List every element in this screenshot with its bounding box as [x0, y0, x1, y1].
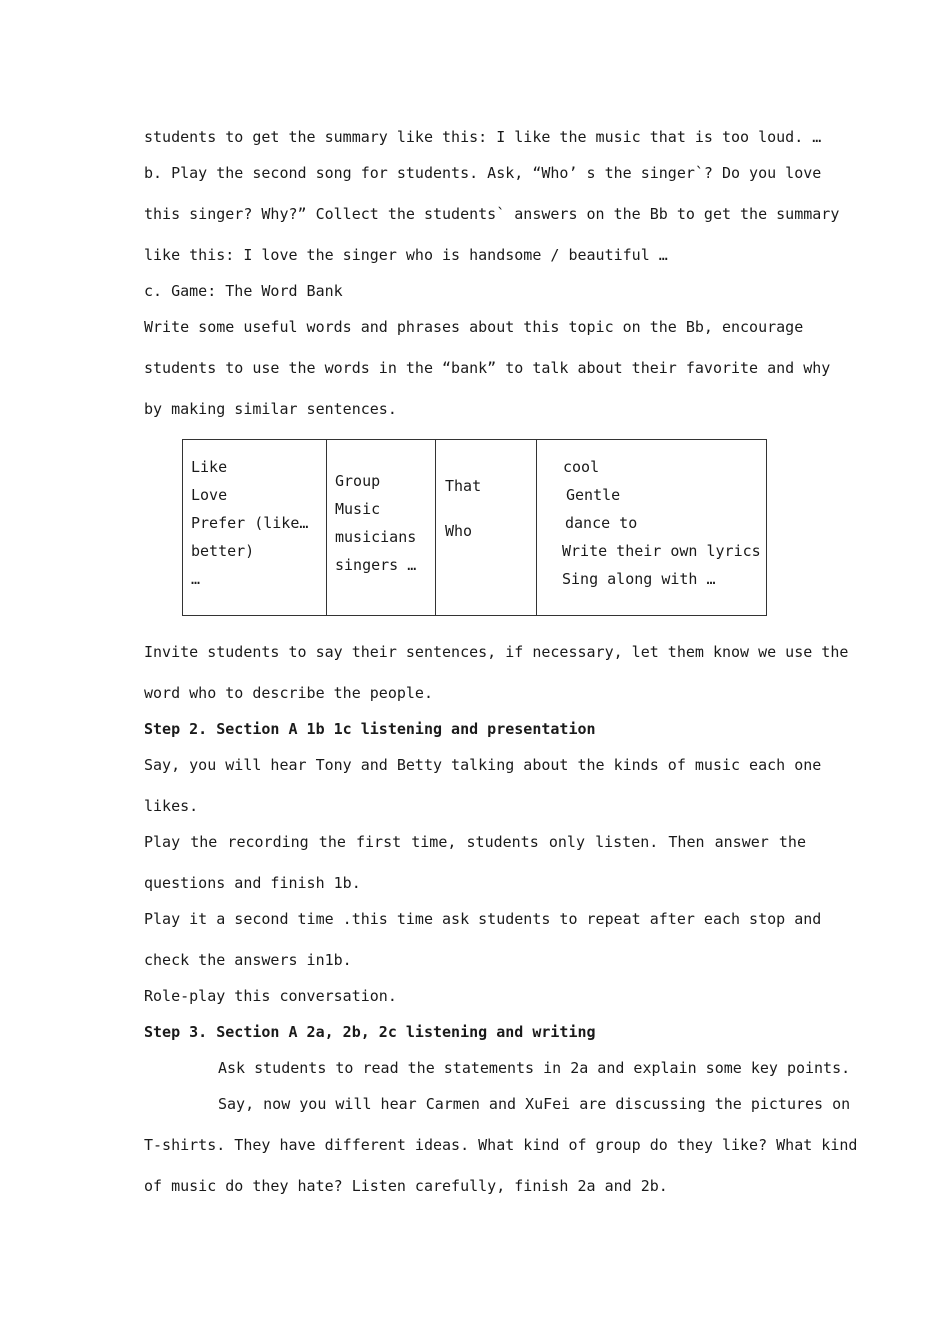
word-bank-entry: Love: [191, 486, 228, 504]
word-bank-entry: Sing along with …: [562, 570, 716, 588]
word-bank-entry: dance to: [565, 514, 638, 532]
word-bank-entry: Who: [445, 522, 473, 540]
word-bank-entry: Like: [191, 458, 228, 476]
paragraph-line: Invite students to say their sentences, if necessary, let them know we use the: [144, 643, 849, 661]
word-bank-entry: Music: [335, 500, 381, 518]
paragraph-line: Say, now you will hear Carmen and XuFei are discussing the pictures on: [218, 1095, 851, 1113]
paragraph-line: this singer? Why?” Collect the students` answers on the Bb to get the summary: [144, 205, 840, 223]
paragraph-line: students to use the words in the “bank” to talk about their favorite and why: [144, 359, 831, 377]
paragraph-line: like this: I love the singer who is handsome / beautiful …: [144, 246, 668, 264]
word-bank-entry: …: [191, 570, 201, 588]
word-bank-entry: Write their own lyrics: [562, 542, 761, 560]
paragraph-line: Play the recording the first time, students only listen. Then answer the: [144, 833, 806, 851]
paragraph-line: Play it a second time .this time ask students to repeat after each stop and: [144, 910, 822, 928]
word-bank-cell-phrases: [537, 440, 767, 616]
paragraph-line: questions and finish 1b.: [144, 874, 361, 892]
word-bank-cell-nouns: [327, 440, 436, 616]
word-bank-entry: musicians: [335, 528, 417, 546]
paragraph-line: check the answers in1b.: [144, 951, 352, 969]
step-heading: Step 3. Section A 2a, 2b, 2c listening and writing: [144, 1023, 596, 1041]
paragraph-line: T-shirts. They have different ideas. What kind of group do they like? What kind: [144, 1136, 858, 1154]
paragraph-line: students to get the summary like this: I like the music that is too loud. …: [144, 128, 822, 146]
word-bank-cell-verbs: [183, 440, 327, 616]
paragraph-line: word who to describe the people.: [144, 684, 433, 702]
paragraph-line: b. Play the second song for students. Ask, “Who’ s the singer`? Do you love: [144, 164, 822, 182]
word-bank-entry: Prefer (like…: [191, 514, 309, 532]
paragraph-line: of music do they hate? Listen carefully, finish 2a and 2b.: [144, 1177, 668, 1195]
paragraph-line: likes.: [144, 797, 199, 815]
paragraph-line: Write some useful words and phrases about this topic on the Bb, encourage: [144, 318, 804, 336]
word-bank-entry: singers …: [335, 556, 417, 574]
word-bank-table: [182, 439, 767, 616]
paragraph-line: Ask students to read the statements in 2a and explain some key points.: [218, 1059, 851, 1077]
word-bank-entry: better): [191, 542, 255, 560]
word-bank-entry: Gentle: [566, 486, 621, 504]
paragraph-line: Role-play this conversation.: [144, 987, 397, 1005]
word-bank-entry: Group: [335, 472, 381, 490]
word-bank-entry: cool: [563, 458, 600, 476]
paragraph-line: by making similar sentences.: [144, 400, 397, 418]
paragraph-line: Say, you will hear Tony and Betty talking about the kinds of music each one: [144, 756, 822, 774]
paragraph-line: c. Game: The Word Bank: [144, 282, 343, 300]
word-bank-cell-pronouns: [436, 440, 537, 616]
word-bank-entry: That: [445, 477, 482, 495]
step-heading: Step 2. Section A 1b 1c listening and presentation: [144, 720, 596, 738]
